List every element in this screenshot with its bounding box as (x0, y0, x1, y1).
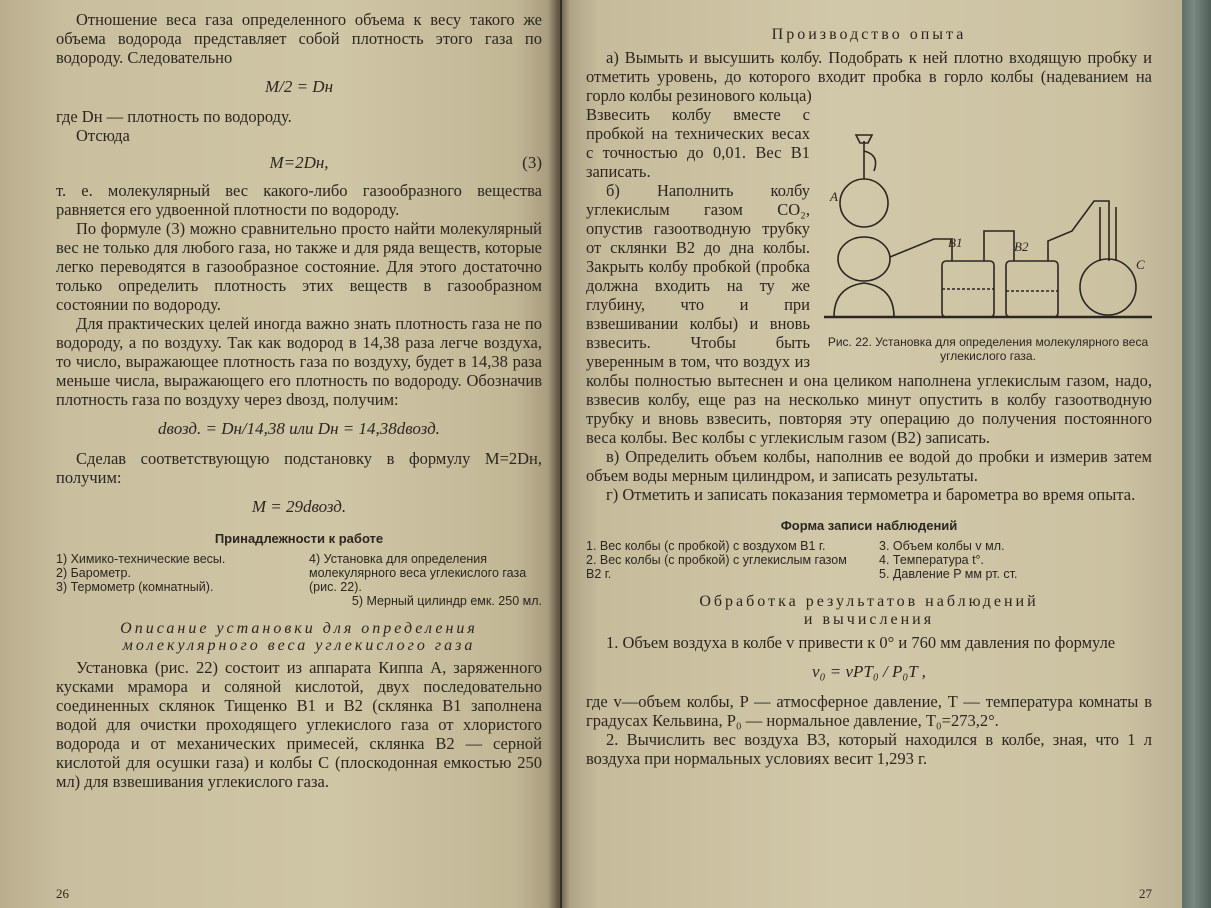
page-number-left: 26 (56, 886, 69, 901)
section-heading-description: Описание установки для определения молекулярного веса углекислого газа (120, 620, 478, 654)
list-item: 1. Вес колбы (с пробкой) с воздухом B1 г. (586, 539, 826, 553)
observations-list (586, 539, 1152, 581)
paragraph: где v—объем колбы, P — атмосферное давление, T — температура комнаты в градусах Кельвина, P₀ — нормальное давление, T₀=273,2°. (586, 692, 1152, 730)
book-cover-edge (1182, 0, 1211, 908)
figure-22 (824, 111, 1152, 363)
section-heading-processing-2: и вычисления (803, 611, 935, 628)
flask-c (1080, 259, 1136, 315)
paragraph: 2. Вычислить вес воздуха B3, который находился в колбе, зная, что 1 л воздуха при нормальных условиях весит 1,293 г. (586, 730, 1152, 768)
right-page (562, 0, 1182, 908)
paragraph: Установка (рис. 22) состоит из аппарата Киппа A, заряженного кусками мрамора и соляной кислотой, двух последовательно соединенных склянок Тищенко B1 и B2 (склянка B1 заполнена водой для очистки проходящего углекислого газа от хлористого водорода и от механических примесей, склянка B2 — серной кислотой для осушки газа) и колбы C (плоскодонная емкостью 250 мл) для взвешивания углекислого газа. (56, 658, 542, 791)
formula-m-half: M/2 = Dн (264, 77, 334, 96)
paragraph: Отношение веса газа определенного объема к весу такого же объема водорода представляет собой плотность этого газа по водороду. Следовательно (56, 10, 542, 67)
paragraph: где Dн — плотность по водороду. (56, 107, 292, 126)
section-heading-processing: Обработка результатов наблюдений (699, 593, 1039, 610)
formula-m-29: M = 29dвозд. (251, 497, 347, 516)
paragraph: г) Отметить и записать показания термометра и барометра во время опыта. (606, 485, 1136, 504)
list-item: 4) Установка для определения молекулярного веса углекислого газа (рис. 22). (309, 552, 527, 594)
section-heading-accessories: Принадлежности к работе (214, 531, 384, 546)
page-number-right: 27 (1139, 886, 1152, 901)
formula-v0: v₀ = vPT₀ / P₀T , (812, 662, 926, 681)
paragraph: т. е. молекулярный вес какого-либо газообразного вещества равняется его удвоенной плотности по водороду. (56, 181, 542, 219)
label-b1: B1 (948, 235, 963, 250)
list-item: 3) Термометр (комнатный). (56, 580, 214, 594)
section-heading-observations: Форма записи наблюдений (780, 518, 958, 533)
label-c: C (1136, 257, 1145, 272)
paragraph: а) Вымыть и высушить колбу. Подобрать к ней плотно входящую пробку и отметить уровень, до которого входит пробка в горло колбы (надеванием на горло колбы резинового кольца) (586, 48, 1152, 105)
flask-b2 (1006, 261, 1058, 317)
formula-3 (56, 153, 542, 173)
paragraph: Для практических целей иногда важно знать плотность газа не по водороду, а по воздуху. Так как водород в 14,38 раза легче воздуха, то число, выражающее плотность газа по воздуху, будет в 14,38 раза меньше числа, выражающего его плотность по водороду. Обозначив плотность газа по воздуху через dвозд, получим: (56, 314, 542, 409)
paragraph: б) Наполнить колбу углекислым газом CO₂, опустив газоотводную трубку от склянки B2 до дна колбы. Закрыть колбу пробкой (пробка должна входить на ту же глубину, что и при взвешивании колбы) и вновь взвесить. Чтобы быть уверенным в том, что воздух из колбы полностью вытеснен и она целиком наполнена углекислым газом, надо, взвесив колбу, еще раз на несколько минут опустить в колбу газоотводную трубку и вновь взвесить, повторяя эту операцию до получения постоянного веса колбы. Вес колбы с углекислым газом (B2) записать. (586, 181, 1152, 447)
book-spine-shadow (548, 0, 570, 908)
accessories-list (56, 552, 542, 608)
section-heading-procedure: Производство опыта (771, 26, 967, 43)
list-item: 5. Давление P мм рт. ст. (879, 567, 1018, 581)
kipp-base (834, 283, 894, 317)
list-item: 2. Вес колбы (с пробкой) с углекислым газом B2 г. (586, 553, 847, 581)
label-b2: B2 (1014, 239, 1029, 254)
paragraph: Взвесить колбу вместе с пробкой на технических весах с точностью до 0,01. Вес B1 записать. (586, 105, 810, 181)
paragraph: Отсюда (76, 126, 130, 145)
list-item: 4. Температура t°. (879, 553, 985, 567)
formula-number: (3) (522, 153, 542, 172)
list-item: 1) Химико-технические весы. (56, 552, 226, 566)
apparatus-diagram (824, 111, 1152, 331)
kipp-middle-bulb (838, 237, 890, 281)
paragraph: Сделав соответствующую подстановку в формулу M=2Dн, получим: (56, 449, 542, 487)
paragraph: По формуле (3) можно сравнительно просто найти молекулярный вес не только для любого газа, но также и для ряда веществ, которые легко переводятся в газообразное состояние. Для этого достаточно только определить плотность этих веществ в газообразном состоянии по водороду. (56, 219, 542, 314)
formula-text: M=2Dн, (269, 153, 329, 172)
formula-density-air: dвозд. = Dн/14,38 или Dн = 14,38dвозд. (158, 419, 440, 438)
paragraph: 1. Объем воздуха в колбе v привести к 0° и 760 мм давления по формуле (606, 633, 1116, 652)
paragraph: в) Определить объем колбы, наполнив ее водой до пробки и измерив затем объем воды мерным цилиндром, и записать результаты. (586, 447, 1152, 485)
left-page (0, 0, 560, 908)
label-a: A (830, 189, 838, 204)
kipp-upper-bulb (840, 179, 888, 227)
list-item: 3. Объем колбы v мл. (879, 539, 1005, 553)
list-item: 2) Барометр. (56, 566, 131, 580)
figure-caption: Рис. 22. Установка для определения молекулярного веса углекислого газа. (827, 335, 1149, 363)
list-item: 5) Мерный цилиндр емк. 250 мл. (351, 594, 542, 608)
